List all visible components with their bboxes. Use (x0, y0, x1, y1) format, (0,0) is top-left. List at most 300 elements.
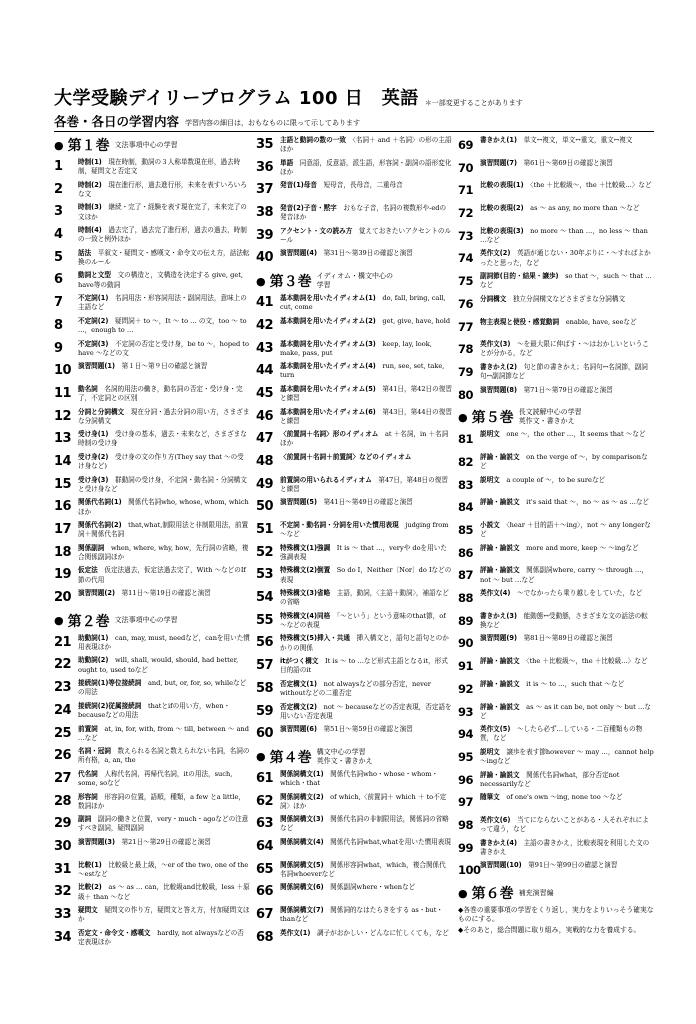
day-topic: 比較(2) (78, 883, 102, 892)
day-entry (256, 338, 452, 361)
day-topic: 前置詞の用いられるイディオム (280, 475, 372, 484)
day-number: 57 (256, 658, 274, 674)
day-description: on the verge of 〜，by comparisonなど (480, 452, 648, 471)
day-content (280, 610, 452, 633)
day-number: 66 (256, 884, 274, 900)
day-content (480, 428, 646, 451)
day-content (480, 451, 654, 474)
volume-subtitle: 構文中心の学習 英作文・書きかえ (316, 747, 373, 765)
day-description: no more 〜 than …，no less 〜 than …など (480, 226, 648, 244)
day-entry (458, 769, 654, 792)
day-description: 「〜という」という意味のthat節，of 〜などの表現 (280, 611, 446, 629)
day-entry (54, 179, 250, 202)
bullet-icon: ● (256, 750, 266, 764)
day-entry (458, 542, 654, 565)
day-topic: 〈前置詞＋名詞＋前置詞〉などのイディオム (280, 452, 412, 461)
bullet-icon: ● (458, 410, 468, 424)
day-number: 16 (54, 499, 72, 515)
day-description: 仮定法過去，仮定法過去完了，With 〜などのIf節の代用 (78, 566, 246, 584)
day-content (480, 157, 613, 180)
day-number: 98 (458, 817, 474, 832)
day-description: 〈the ＋比較級〜，the ＋比較級…〉など (519, 657, 648, 666)
day-description: that,what,制限用法と非制限用法，前置詞＋関係代名詞 (78, 521, 249, 539)
day-topic: 時制(1) (78, 158, 102, 166)
day-content (480, 202, 640, 225)
day-description: when, where, why, how，先行詞の省略，複合関係副詞ほか (78, 543, 249, 561)
day-entry (458, 496, 654, 519)
day-content (78, 927, 250, 950)
day-number: 78 (458, 342, 474, 357)
day-content (280, 655, 452, 678)
schedule-column-3 (458, 134, 654, 949)
day-entry (256, 451, 452, 474)
day-number: 19 (54, 567, 72, 583)
day-topic: 比較の表現(1) (480, 181, 524, 190)
day-entry (54, 224, 250, 247)
day-topic: 評論・論説文 (480, 702, 520, 711)
day-topic: 基本動詞を用いたイディオム(2) (280, 316, 376, 325)
day-content (480, 338, 654, 361)
day-entry (256, 927, 452, 950)
day-topic: 関係詞構文(4) (280, 837, 324, 846)
day-content (78, 813, 250, 836)
schedule-column-2 (256, 134, 452, 949)
day-entry (458, 655, 654, 678)
day-description: a couple of 〜，to be sureなど (499, 475, 606, 484)
day-entry (54, 677, 250, 700)
day-topic: 比較の表現(3) (480, 226, 524, 235)
day-description: 〈the ＋比較級〜，the ＋比較級…〉など (523, 181, 652, 190)
day-description: 平叙文・疑問文・感嘆文・命令文の伝え方，話法転換のルール (78, 248, 250, 266)
volume-header (458, 406, 654, 428)
day-entry (54, 904, 250, 927)
day-number: 38 (256, 205, 274, 221)
page-title: 大学受験デイリープログラム 100 日 英語 (54, 88, 419, 109)
day-entry (54, 654, 250, 677)
day-description: It is 〜 that …，veryや doを用いた強調表現 (280, 543, 447, 561)
day-entry (256, 179, 452, 202)
day-topic: 演習問題(4) (280, 249, 317, 258)
day-entry (256, 360, 452, 383)
day-description: of which,〈前置詞＋ which ＋ to不定詞〉ほか (280, 792, 447, 810)
day-topic: 基本動詞を用いたイディオム(5) (280, 384, 376, 393)
day-description: So do I，Neither〔Nor〕do Iなどの表現 (280, 566, 452, 584)
day-description: as 〜 as … can，比較級and比較級，less ＋原級＋ than 〜など (78, 883, 250, 901)
day-number: 60 (256, 726, 274, 742)
note-item: ◆各巻の重要事項の学習をくり返し，実力をよりいっそう確実なものにする。 (458, 906, 654, 923)
day-entry (458, 428, 654, 451)
day-topic: 関係詞構文(6) (280, 883, 324, 892)
subtitle-note: 学習内容の細目は，おもなものに限って示してあります (185, 119, 361, 127)
day-description: 数えられる名詞と数えられない名詞，名詞の所有格，a, an, the (78, 747, 250, 765)
day-content (78, 224, 250, 247)
day-content (280, 768, 452, 791)
day-description: 〜したら必ず…している・二百種類もの物質，など (480, 725, 643, 743)
day-entry (54, 292, 250, 315)
day-topic: 基本動詞を用いたイディオム(6) (280, 407, 376, 416)
day-number: 54 (256, 590, 274, 606)
day-content (480, 837, 654, 860)
day-number: 5 (54, 249, 63, 265)
day-number: 62 (256, 793, 274, 809)
day-entry (54, 927, 250, 950)
day-description: 〈名詞＋ and ＋名詞〉の形の主語ほか (280, 136, 452, 154)
schedule-column-1 (54, 134, 250, 949)
day-content (280, 360, 452, 383)
day-number: 64 (256, 838, 274, 854)
day-number: 20 (54, 590, 72, 606)
day-number: 73 (458, 228, 474, 243)
day-topic: 関係副詞 (78, 543, 105, 552)
day-entry (54, 451, 250, 474)
day-entry (54, 859, 250, 882)
day-entry (458, 361, 654, 384)
day-topic: 演習問題(5) (280, 498, 317, 507)
volume-header (256, 270, 452, 292)
volume-title: 第５巻 (471, 410, 514, 427)
day-number: 83 (458, 477, 474, 492)
day-entry (256, 859, 452, 882)
day-content (78, 315, 250, 338)
day-topic: 代名詞 (78, 769, 98, 778)
day-description: 現在分詞・過去分詞の用い方，さまざまな分詞構文 (78, 407, 250, 425)
day-description: 第47日，第48日の復習と練習 (280, 475, 448, 493)
day-content (280, 927, 449, 950)
day-content (480, 179, 652, 202)
day-topic: 比較の表現(2) (480, 204, 524, 213)
day-topic: 分詞と分詞構文 (78, 407, 125, 416)
bullet-icon: ● (54, 614, 64, 628)
day-number: 28 (54, 793, 72, 809)
day-entry (54, 836, 250, 859)
day-content (78, 836, 211, 859)
day-description: of one's own 〜ing, none too 〜など (499, 793, 623, 802)
day-entry (458, 519, 654, 542)
volume6-notes (458, 906, 654, 935)
day-topic: 比較(1) (78, 860, 102, 869)
day-content (78, 269, 250, 292)
day-number: 77 (458, 319, 474, 334)
day-number: 53 (256, 567, 274, 583)
day-number: 47 (256, 431, 274, 447)
day-entry (256, 836, 452, 859)
day-entry (256, 701, 452, 724)
day-description: 同意語，反意語，派生語，形容詞・副詞の語形変化ほか (280, 158, 452, 176)
day-description: 現在進行形，過去進行形，未来を表すいろいろな文 (78, 180, 247, 198)
day-topic: 物主表現と使役・感覚動詞 (480, 317, 560, 326)
day-topic: 関係代名詞(2) (78, 521, 122, 529)
day-topic: 演習問題(6) (280, 725, 317, 734)
day-number: 32 (54, 884, 72, 900)
day-number: 50 (256, 499, 274, 515)
day-topic: 書きかえ(2) (480, 362, 517, 371)
day-content (78, 654, 250, 677)
day-topic: 評論・論説文 (480, 657, 520, 666)
day-number: 48 (256, 453, 274, 469)
day-number: 18 (54, 544, 72, 560)
day-entry (54, 519, 250, 542)
day-content (480, 247, 654, 270)
day-topic: 説明文 (480, 430, 500, 439)
day-description: 副詞の働きと位置，very・much・agoなどの注意すべき副詞，疑問副詞 (78, 815, 249, 833)
day-number: 52 (256, 544, 274, 560)
day-description: enable, have, seeなど (559, 317, 637, 326)
day-topic: 随筆文 (480, 793, 500, 802)
day-topic: 演習問題(3) (78, 837, 115, 846)
day-entry (458, 202, 654, 225)
day-entry (54, 269, 250, 292)
day-entry (458, 293, 654, 316)
day-description: as 〜 as it can be, not only 〜 but …など (480, 702, 652, 720)
day-entry (256, 292, 452, 315)
day-number: 12 (54, 408, 72, 424)
day-topic: 演習問題(7) (480, 158, 517, 167)
day-number: 45 (256, 385, 274, 401)
day-description: 独立分詞構文などさまざまな分詞構文 (506, 294, 626, 303)
day-number: 72 (458, 206, 474, 221)
day-topic: 基本動詞を用いたイディオム(1) (280, 294, 376, 303)
day-topic: 発音(1)母音 (280, 181, 317, 190)
day-content (280, 474, 452, 497)
day-topic: 受け身(2) (78, 452, 109, 461)
day-topic: 〈前置詞＋名詞〉形のイディオム (280, 430, 379, 439)
day-topic: 接続詞(1)等位接続詞 (78, 679, 142, 688)
day-content (78, 542, 250, 565)
day-content (480, 587, 642, 610)
day-topic: 助動詞(2) (78, 656, 109, 665)
day-description: will, shall, would, should, had better, ought to, used toなど (78, 656, 239, 674)
day-entry (256, 904, 452, 927)
day-content (280, 179, 403, 202)
day-content (280, 587, 452, 610)
day-content (480, 293, 625, 316)
day-topic: 不定詞(2) (78, 316, 109, 325)
volume-subtitle: 補充演習編 (518, 888, 554, 897)
day-number: 80 (458, 387, 474, 402)
day-description: 継続・完了・経験を表す現在完了，未来完了の文ほか (78, 203, 247, 221)
day-number: 81 (458, 432, 474, 447)
day-number: 35 (256, 137, 274, 152)
day-description: 関係形容詞what，which，複合関係代名詞whoeverなど (280, 860, 446, 878)
day-description: 〜を最大限に伸ばす・〜はおかしいということが分かる，など (480, 340, 649, 358)
day-entry (256, 474, 452, 497)
day-entry (54, 768, 250, 791)
day-description: 主語，動詞，〈主語＋動詞〉，補語などの省略 (280, 589, 449, 607)
day-topic: 関係詞構文(2) (280, 792, 324, 801)
day-topic: 特殊構文(5)挿入・共通 (280, 634, 350, 643)
day-number: 43 (256, 340, 274, 356)
day-description: 第41日〜第49日の確認と演習 (317, 498, 413, 507)
day-content (78, 338, 250, 361)
day-topic: 特殊構文(3)省略 (280, 589, 331, 598)
day-content (280, 678, 452, 701)
day-number: 58 (256, 680, 274, 696)
day-content (480, 814, 654, 837)
day-entry (54, 338, 250, 361)
day-topic: 評論・論説文 (480, 566, 520, 575)
day-topic: 不定詞(3) (78, 339, 109, 348)
day-description: 英語が通じない・30年ぶりに・〜すればよかったと思った，など (480, 249, 651, 267)
day-content (280, 542, 452, 565)
day-description: 関係代名詞who・whose・whom・which・that (280, 769, 439, 788)
day-topic: 小説文 (480, 521, 500, 529)
day-content (480, 655, 648, 678)
day-number: 69 (458, 138, 474, 152)
day-content (78, 587, 211, 610)
day-content (480, 384, 613, 407)
day-topic: 疑問文 (78, 906, 98, 914)
day-description: 関係代名詞what,whatを用いた慣用表現 (323, 837, 451, 846)
day-topic: 不定詞・動名詞・分詞を用いた慣用表現 (280, 521, 399, 529)
day-topic: 副詞節(目的・結果・譲歩) (480, 272, 559, 281)
page-subtitle: 各巻・各日の学習内容 (54, 114, 180, 129)
day-content (280, 157, 452, 180)
day-entry (256, 519, 452, 542)
day-topic: 受け身(1) (78, 430, 109, 439)
day-entry (256, 813, 452, 836)
day-description: 名詞的用法の働き，動名詞の否定・受け身・完了，不定詞との区別 (78, 384, 243, 403)
day-number: 68 (256, 929, 274, 945)
day-entry (54, 587, 250, 610)
volume-header (54, 134, 250, 156)
day-content (78, 768, 250, 791)
day-description: 第21日〜第29日の確認と演習 (115, 837, 211, 846)
day-entry (54, 564, 250, 587)
day-content (480, 859, 617, 882)
day-topic: 仮定法 (78, 566, 98, 575)
day-number: 11 (54, 385, 72, 401)
day-number: 44 (256, 363, 274, 379)
day-description: 疑問詞＋ to 〜，It 〜 to … の文，too 〜 to …，enough to … (78, 316, 247, 335)
day-number: 87 (458, 568, 474, 583)
day-entry (256, 428, 452, 451)
day-number: 21 (54, 634, 72, 650)
day-description: do, fall, bring, call, cut, come (280, 294, 446, 312)
day-number: 10 (54, 363, 72, 379)
note-item: ◆そのあと，総合問題に取り組み，実戦的な力を養成する。 (458, 926, 641, 934)
day-entry (54, 723, 250, 746)
day-content (78, 791, 250, 814)
day-entry (54, 881, 250, 904)
day-entry (256, 791, 452, 814)
day-number: 91 (458, 659, 474, 674)
day-entry (256, 587, 452, 610)
volume-subtitle: 長文読解中心の学習 英作文・書きかえ (518, 408, 582, 426)
day-content (78, 156, 250, 179)
day-topic: 英作文(6) (480, 815, 511, 824)
day-content (78, 360, 207, 383)
day-topic: 不定詞(1) (78, 294, 109, 303)
day-number: 4 (54, 227, 63, 243)
day-topic: 演習問題(9) (480, 634, 517, 643)
day-content (78, 519, 250, 542)
day-number: 84 (458, 500, 474, 515)
day-description: 文の構造と，文構造を決定する give, get, have等の動詞 (78, 271, 243, 289)
day-number: 49 (256, 476, 274, 492)
day-description: 覚えておきたいアクセントのルール (280, 226, 452, 244)
subtitle-row (54, 110, 654, 132)
day-topic: 時制(2) (78, 180, 102, 189)
day-description: 第31日〜第39日の確認と演習 (317, 249, 413, 258)
day-topic: 演習問題(10) (480, 861, 522, 870)
day-entry (256, 610, 452, 633)
day-content (480, 746, 654, 769)
day-content (78, 881, 250, 904)
day-description: 関係詞的なはたらきをする as・but・thanなど (280, 906, 444, 924)
day-description: 短母音，長母音，二重母音 (317, 181, 403, 190)
day-content (78, 406, 250, 429)
day-number: 90 (458, 636, 474, 651)
day-entry (54, 791, 250, 814)
day-number: 97 (458, 795, 474, 810)
day-content (280, 791, 452, 814)
day-content (78, 292, 250, 315)
day-number: 27 (54, 770, 72, 786)
day-entry (458, 701, 654, 724)
day-content (480, 361, 654, 384)
day-entry (256, 383, 452, 406)
day-topic: 助動詞(1) (78, 633, 109, 642)
day-content (78, 496, 250, 519)
day-topic: 否定構文(1) (280, 679, 317, 688)
day-content (280, 383, 452, 406)
day-topic: 分詞構文 (480, 294, 507, 303)
day-entry (458, 837, 654, 860)
day-topic: 評論・論説文 (480, 770, 520, 779)
day-content (280, 315, 450, 338)
day-content (78, 700, 250, 723)
day-content (480, 632, 613, 655)
day-topic: 副詞 (78, 815, 92, 824)
day-description: hardly, not alwaysなどの否定表現ほか (78, 928, 244, 946)
day-content (480, 316, 637, 339)
day-topic: itがつく構文 (280, 657, 319, 666)
day-content (78, 383, 250, 406)
day-description: 不定詞の否定と受け身，be to 〜，hoped to have 〜などの文 (78, 339, 249, 357)
day-entry (458, 225, 654, 248)
day-topic: 受け身(3) (78, 475, 109, 484)
day-content (280, 723, 413, 746)
day-description: more and more, keep 〜 〜ingなど (519, 543, 639, 552)
day-content (78, 179, 250, 202)
day-number: 99 (458, 840, 474, 855)
day-topic: 否定文・命令文・感嘆文 (78, 928, 151, 937)
day-number: 65 (256, 861, 274, 877)
day-entry (54, 428, 250, 451)
day-topic: 英作文(2) (480, 249, 511, 258)
day-description: one 〜，the other …，It seems that 〜など (499, 430, 646, 439)
day-topic: 基本動詞を用いたイディオム(4) (280, 362, 376, 371)
day-description: 現在時制，動詞の３人称単数現在形，過去時制，疑問文と否定文 (78, 158, 241, 176)
day-entry (54, 813, 250, 836)
day-entry (256, 655, 452, 678)
bullet-icon: ● (54, 138, 64, 152)
day-content (280, 881, 415, 904)
day-content (78, 201, 250, 224)
day-content (480, 723, 654, 746)
day-description: judging from 〜など (280, 521, 449, 539)
day-topic: 否定構文(2) (280, 702, 317, 711)
day-description: so that 〜，such 〜 that …など (480, 272, 652, 290)
volume-subtitle: 文法事項中心の学習 (114, 140, 178, 149)
day-number: 22 (54, 657, 72, 673)
day-number: 31 (54, 861, 72, 877)
day-topic: 接続詞(2)従属接続詞 (78, 701, 142, 710)
day-topic: 関係代名詞(1) (78, 498, 122, 507)
day-entry (256, 202, 452, 225)
day-entry (54, 156, 250, 179)
day-entry (256, 157, 452, 180)
